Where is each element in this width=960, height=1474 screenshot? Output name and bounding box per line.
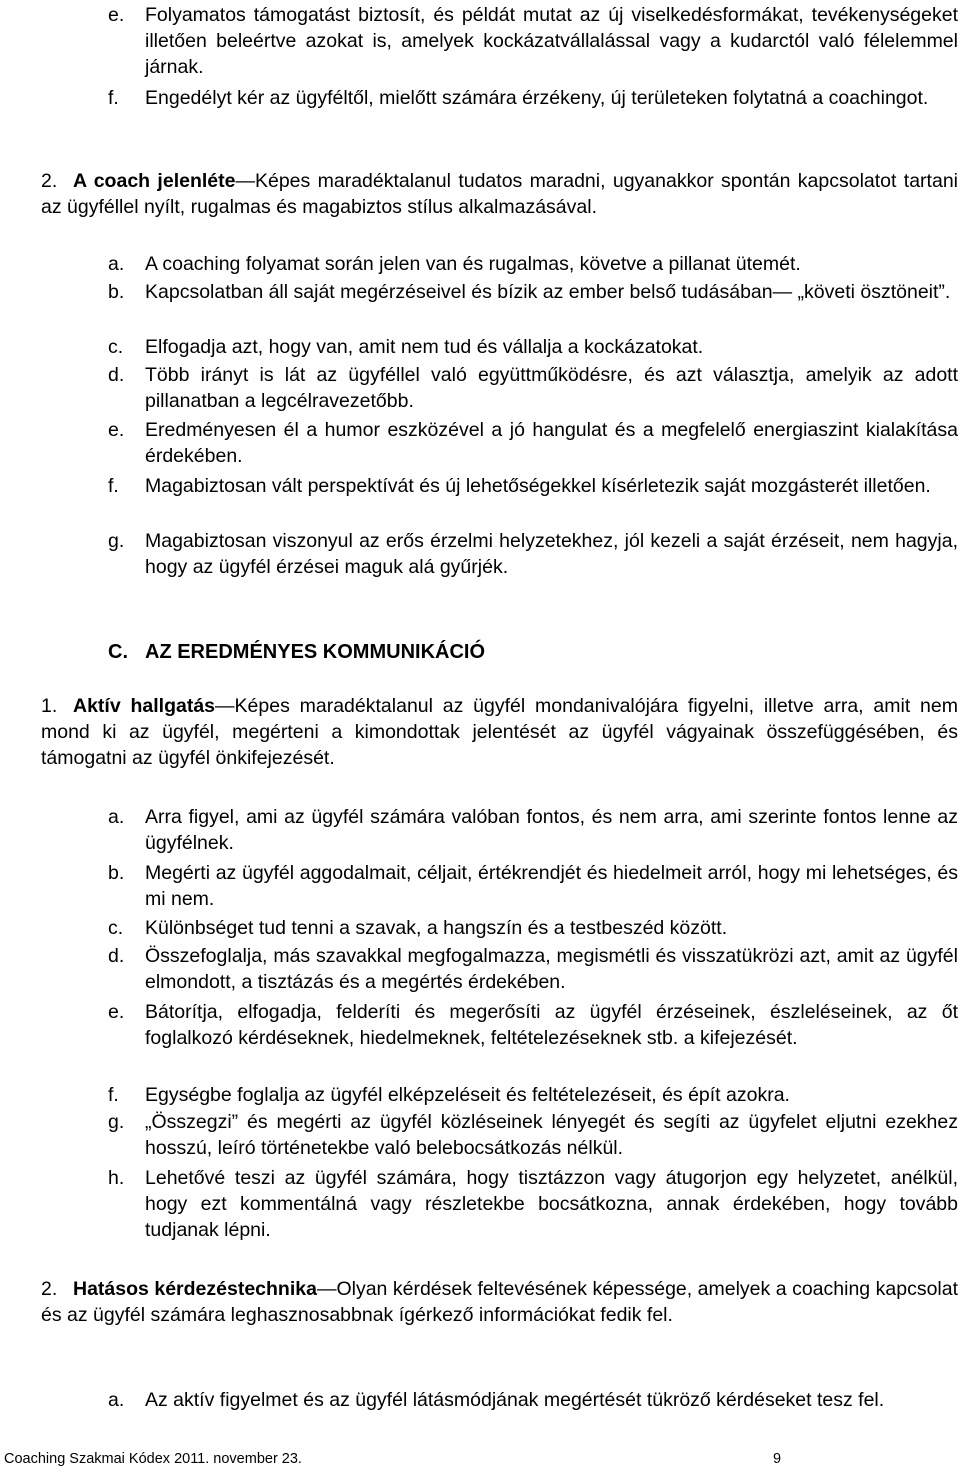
section-paragraph [41, 1276, 958, 1328]
section-number: 1. [41, 695, 58, 717]
list-item-3f [108, 1082, 958, 1108]
section-paragraph [41, 693, 958, 771]
list-item-3g [108, 1109, 958, 1161]
item-text: Megérti az ügyfél aggodalmait, céljait, értékrendjét és hiedelmeit arról, hogy mi lehetséges, és mi nem. [145, 862, 958, 910]
item-text: Eredményesen él a humor eszközével a jó hangulat és a megfelelő energiaszint kialakítása érdekében. [145, 419, 958, 467]
item-text: Bátorítja, elfogadja, felderíti és megerősíti az ügyfél érzéseinek, észleléseinek, az őt foglalkozó kérdéseknek, hiedelmeknek, feltételezéseknek stb. a kifejezését. [145, 1001, 958, 1049]
list-item-2c [108, 334, 958, 360]
list-item-2e [108, 417, 958, 469]
section-effective-questioning [41, 1276, 958, 1328]
item-label: e. [108, 4, 125, 26]
item-text: Különbséget tud tenni a szavak, a hangszín és a testbeszéd között. [145, 917, 728, 939]
item-label: b. [108, 281, 125, 303]
section-text: Képes maradéktalanul tudatos maradni, ugyanakkor spontán kapcsolatot tartani az ügyféllel nyílt, rugalmas és magabiztos stílus alkalmazásával. [41, 170, 958, 218]
item-label: f. [108, 475, 119, 497]
item-label: a. [108, 253, 125, 275]
heading-letter: C. [108, 641, 128, 663]
item-label: f. [108, 87, 119, 109]
item-text: Elfogadja azt, hogy van, amit nem tud és vállalja a kockázatokat. [145, 336, 704, 358]
item-label: d. [108, 945, 125, 967]
item-label: h. [108, 1167, 125, 1189]
item-label: g. [108, 530, 125, 552]
section-coach-presence [41, 168, 958, 220]
item-label: b. [108, 862, 125, 884]
footer-text: Coaching Szakmai Kódex 2011. november 23. [4, 1451, 302, 1467]
item-label: d. [108, 364, 125, 386]
section-active-listening [41, 693, 958, 771]
list-item-3a [108, 804, 958, 856]
section-heading [108, 639, 485, 665]
item-label: a. [108, 806, 125, 828]
item-label: a. [108, 1389, 125, 1411]
section-number: 2. [41, 1278, 58, 1300]
em-dash: — [235, 170, 255, 192]
list-item-3h [108, 1165, 958, 1243]
list-item-3c [108, 915, 958, 941]
item-text: Kapcsolatban áll saját megérzéseivel és bízik az ember belső tudásában— „követi ösztöneit”. [145, 281, 951, 303]
section-title: A coach jelenléte [73, 170, 236, 192]
list-item-4a [108, 1387, 958, 1413]
section-number: 2. [41, 170, 58, 192]
item-text: Magabiztosan vált perspektívát és új lehetőségekkel kísérletezik saját mozgásterét illetően. [145, 475, 931, 497]
list-item-3e [108, 999, 958, 1051]
section-title: Hatásos kérdezéstechnika [73, 1278, 317, 1300]
item-text: Engedélyt kér az ügyféltől, mielőtt számára érzékeny, új területeken folytatná a coachingot. [145, 87, 929, 109]
item-label: f. [108, 1084, 119, 1106]
heading-title: AZ EREDMÉNYES KOMMUNIKÁCIÓ [145, 641, 486, 663]
section-title: Aktív hallgatás [73, 695, 216, 717]
section-text: Képes maradéktalanul az ügyfél mondanivalójára figyelni, illetve arra, amit nem mond ki az ügyfél, megérteni a kimondottak jelentését az ügyfél vágyainak összefüggésében, és támogatni az ügyfél önkifejezését. [41, 695, 958, 769]
em-dash: — [215, 695, 235, 717]
list-item-2d [108, 362, 958, 414]
item-text: Magabiztosan viszonyul az erős érzelmi helyzetekhez, jól kezeli a saját érzéseit, nem hagyja, hogy az ügyfél érzései maguk alá gyűrjék. [145, 530, 958, 578]
item-text: Az aktív figyelmet és az ügyfél látásmódjának megértését tükröző kérdéseket tesz fel. [145, 1389, 885, 1411]
em-dash: — [316, 1278, 337, 1300]
list-item-1e [108, 2, 958, 80]
list-item-1f [108, 85, 958, 111]
item-text: „Összegzi” és megérti az ügyfél közléseinek lényegét és segíti az ügyfelet eljutni ezekhez hosszú, leíró történetekbe való belebocsátkozás nélkül. [145, 1111, 958, 1159]
item-label: c. [108, 336, 124, 358]
item-label: g. [108, 1111, 125, 1133]
item-text: Egységbe foglalja az ügyfél elképzeléseit és feltételezéseit, és épít azokra. [145, 1084, 790, 1106]
item-label: e. [108, 419, 125, 441]
list-item-2f [108, 473, 958, 499]
page-number: 9 [773, 1451, 782, 1467]
item-text: Összefoglalja, más szavakkal megfogalmazza, megismétli és visszatükrözi azt, amit az ügyfél elmondott, a tisztázás és a megértés érdekében. [145, 945, 958, 993]
item-text: Több irányt is lát az ügyféllel való együttműködésre, és azt választja, amelyik az adott pillanatban a legcélravezetőbb. [145, 364, 958, 412]
item-label: c. [108, 917, 124, 939]
list-item-2b [108, 279, 958, 305]
item-text: Folyamatos támogatást biztosít, és példát mutat az új viselkedésformákat, tevékenységeket illetően beleértve azokat is, amelyek kockázatvállalással vagy a kudarctól való félelemmel járnak. [145, 4, 958, 78]
item-text: Lehetővé teszi az ügyfél számára, hogy tisztázzon vagy átugorjon egy helyzetet, anélkül, hogy ezt kommentálná vagy részletekbe bocsátkozna, annak érdekében, hogy tovább tudjanak lépni. [145, 1167, 958, 1241]
section-text: Olyan kérdések feltevésének képessége, amelyek a coaching kapcsolat és az ügyfél számára leghasznosabbnak ígérkező információkat fedik fel. [41, 1278, 959, 1326]
item-text: A coaching folyamat során jelen van és rugalmas, követve a pillanat ütemét. [145, 253, 801, 275]
item-text: Arra figyel, ami az ügyfél számára valóban fontos, és nem arra, ami szerinte fontos lenne az ügyfélnek. [145, 806, 958, 854]
section-paragraph [41, 168, 958, 220]
list-item-3b [108, 860, 958, 912]
list-item-2a [108, 251, 958, 277]
list-item-2g [108, 528, 958, 580]
item-label: e. [108, 1001, 125, 1023]
list-item-3d [108, 943, 958, 995]
